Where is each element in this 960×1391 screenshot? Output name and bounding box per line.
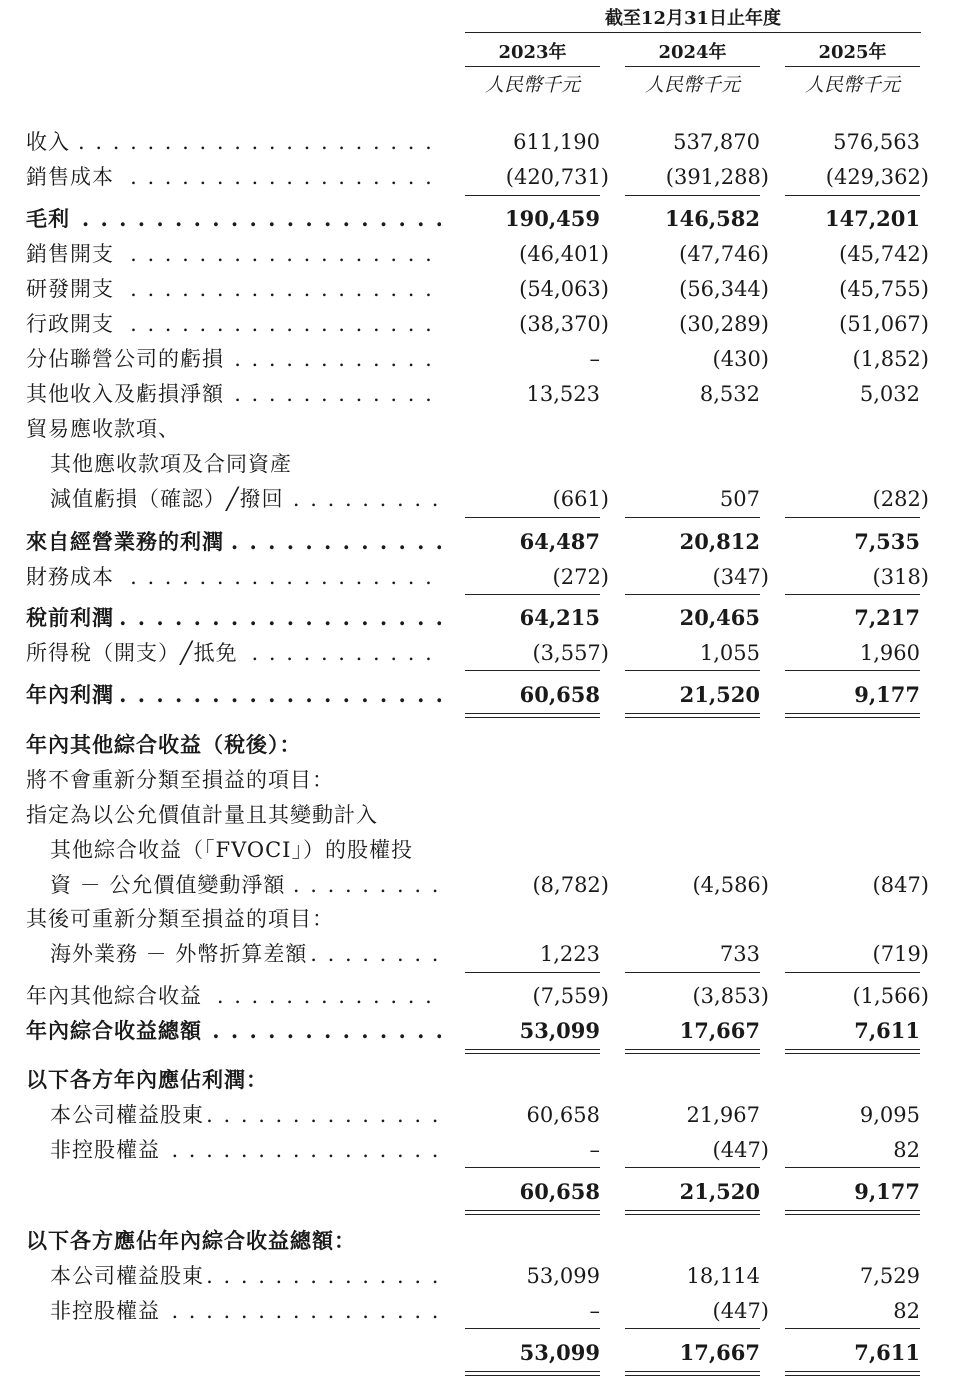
value-2025: 9,177	[854, 682, 920, 707]
statement-row	[0, 128, 960, 156]
statement-row	[0, 450, 960, 478]
value-2023: 611,190	[513, 130, 600, 154]
subtotal-rule	[785, 195, 920, 196]
statement-row	[0, 1017, 960, 1045]
row-label: 指定為以公允價值計量且其變動計入	[26, 801, 456, 829]
value-2023: 60,658	[519, 682, 600, 707]
value-2024: 733	[719, 942, 760, 966]
row-label: 毛利 . . .	[26, 205, 441, 233]
statement-row	[0, 1297, 960, 1325]
row-label: 來自經營業務的利潤 . . .	[26, 528, 441, 556]
value-2023: 53,099	[519, 1340, 600, 1365]
subtotal-rule	[465, 195, 600, 196]
value-2025: 7,611	[854, 1018, 920, 1043]
subtotal-rule	[785, 670, 920, 671]
value-2025: (429,362)	[825, 165, 929, 189]
total-rule	[785, 713, 920, 718]
value-2025: 576,563	[833, 130, 920, 154]
value-2025: (719)	[872, 942, 929, 966]
year-underline	[625, 66, 760, 67]
subtotal-rule	[465, 1167, 600, 1168]
value-2025: (1,852)	[852, 347, 929, 371]
value-2024: (3,853)	[692, 984, 769, 1008]
total-rule	[785, 1210, 920, 1215]
row-label: 稅前利潤 . . .	[26, 604, 441, 632]
subtotal-rule	[625, 517, 760, 518]
statement-row	[0, 275, 960, 303]
value-2023: –	[589, 347, 600, 371]
statement-row	[0, 1178, 960, 1206]
value-2025: 7,611	[854, 1340, 920, 1365]
value-2023: (54,063)	[519, 277, 609, 301]
value-2024: 507	[719, 487, 760, 511]
value-2025: (45,742)	[839, 242, 929, 266]
total-rule	[625, 1371, 760, 1376]
value-2024: 20,465	[679, 605, 760, 630]
value-2023: 64,215	[519, 605, 600, 630]
subtotal-rule	[625, 594, 760, 595]
value-2023: 60,658	[519, 1179, 600, 1204]
value-2024: (30,289)	[679, 312, 769, 336]
row-label: 銷售開支 . . .	[26, 240, 441, 268]
value-2024: 20,812	[679, 529, 760, 554]
row-label: 財務成本 . . .	[26, 563, 441, 591]
subtotal-rule	[625, 1167, 760, 1168]
subtotal-rule	[785, 594, 920, 595]
row-label: 非控股權益 . . .	[50, 1297, 441, 1325]
statement-row	[0, 310, 960, 338]
statement-row	[0, 1136, 960, 1164]
year-2025-heading: 2025年	[818, 42, 887, 63]
value-2024: (447)	[712, 1138, 769, 1162]
statement-row	[0, 801, 960, 829]
row-label: 分佔聯營公司的虧損 . . .	[26, 345, 441, 373]
row-label: 以下各方應佔年內綜合收益總額：	[26, 1227, 456, 1255]
row-label: 資 － 公允價值變動淨額 . . .	[50, 871, 441, 899]
value-2023: (7,559)	[532, 984, 609, 1008]
statement-row	[0, 871, 960, 899]
section-heading	[0, 1066, 960, 1094]
value-2023: 53,099	[526, 1264, 600, 1288]
value-2023: 64,487	[519, 529, 600, 554]
value-2023: 53,099	[519, 1018, 600, 1043]
row-label: 本公司權益股東 . . .	[50, 1101, 441, 1129]
row-label: 銷售成本 . . .	[26, 163, 441, 191]
total-rule	[625, 713, 760, 718]
value-2025: 9,095	[859, 1103, 920, 1127]
value-2024: (391,288)	[665, 165, 769, 189]
subtotal-rule	[465, 1328, 600, 1329]
row-label: 其他綜合收益（「FVOCI」）的股權投	[50, 836, 460, 864]
statement-row	[0, 982, 960, 1010]
subtotal-rule	[625, 670, 760, 671]
section-heading	[0, 731, 960, 759]
subtotal-rule	[625, 195, 760, 196]
value-2025: 7,535	[854, 529, 920, 554]
value-2023: (38,370)	[519, 312, 609, 336]
value-2025: 82	[893, 1138, 920, 1162]
total-rule	[465, 713, 600, 718]
statement-row	[0, 485, 960, 513]
subtotal-rule	[785, 1167, 920, 1168]
row-label: 收入 . . .	[26, 128, 441, 156]
row-label: 年內其他綜合收益 . . .	[26, 982, 441, 1010]
section-heading	[0, 1227, 960, 1255]
value-2023: (3,557)	[532, 641, 609, 665]
subtotal-rule	[465, 517, 600, 518]
subtotal-rule	[625, 1328, 760, 1329]
statement-row	[0, 681, 960, 709]
row-label: 將不會重新分類至損益的項目：	[26, 766, 441, 794]
row-label: 減值虧損（確認）╱撥回 . . .	[50, 485, 441, 513]
statement-row	[0, 639, 960, 667]
value-2025: (282)	[872, 487, 929, 511]
unit-label: 人民幣千元	[484, 74, 580, 96]
total-rule	[625, 1210, 760, 1215]
value-2025: (51,067)	[839, 312, 929, 336]
value-2024: 1,055	[699, 641, 760, 665]
value-2023: (272)	[552, 565, 609, 589]
value-2024: (447)	[712, 1299, 769, 1323]
value-2023: –	[589, 1138, 600, 1162]
value-2024: (430)	[712, 347, 769, 371]
value-2024: 17,667	[679, 1018, 760, 1043]
value-2023: 13,523	[526, 382, 600, 406]
value-2024: 17,667	[679, 1340, 760, 1365]
row-label: 其他收入及虧損淨額 . . .	[26, 380, 441, 408]
value-2025: (1,566)	[852, 984, 929, 1008]
value-2024: 21,520	[679, 682, 760, 707]
value-2023: 190,459	[505, 206, 600, 231]
statement-row	[0, 528, 960, 556]
value-2024: 537,870	[673, 130, 760, 154]
year-underline	[465, 66, 600, 67]
total-rule	[625, 1049, 760, 1054]
statement-row	[0, 604, 960, 632]
row-label: 年內其他綜合收益（稅後）：	[26, 731, 441, 759]
value-2025: 147,201	[825, 206, 920, 231]
total-rule	[785, 1371, 920, 1376]
statement-row	[0, 1101, 960, 1129]
period-underline	[465, 32, 921, 33]
subtotal-rule	[465, 670, 600, 671]
row-label: 其他應收款項及合同資產	[50, 450, 465, 478]
statement-row	[0, 415, 960, 443]
value-2024: (47,746)	[679, 242, 769, 266]
statement-row	[0, 1262, 960, 1290]
statement-row	[0, 163, 960, 191]
statement-row	[0, 345, 960, 373]
value-2023: 60,658	[526, 1103, 600, 1127]
total-rule	[465, 1210, 600, 1215]
subtotal-rule	[465, 972, 600, 973]
row-label: 行政開支 . . .	[26, 310, 441, 338]
value-2025: 7,529	[859, 1264, 920, 1288]
statement-row	[0, 836, 960, 864]
subtotal-rule	[785, 1328, 920, 1329]
value-2024: 146,582	[665, 206, 760, 231]
unit-label: 人民幣千元	[804, 74, 900, 96]
value-2023: 1,223	[539, 942, 600, 966]
statement-row	[0, 563, 960, 591]
year-2023-heading: 2023年	[498, 42, 567, 63]
value-2025: 7,217	[854, 605, 920, 630]
value-2025: 5,032	[859, 382, 920, 406]
value-2023: –	[589, 1299, 600, 1323]
row-label: 研發開支 . . .	[26, 275, 441, 303]
value-2025: 82	[893, 1299, 920, 1323]
statement-row	[0, 240, 960, 268]
row-label: 本公司權益股東 . . .	[50, 1262, 441, 1290]
year-2024-heading: 2024年	[658, 42, 727, 63]
subtotal-rule	[785, 517, 920, 518]
value-2024: (347)	[712, 565, 769, 589]
year-underline	[785, 66, 920, 67]
row-label: 非控股權益 . . .	[50, 1136, 441, 1164]
value-2025: (318)	[872, 565, 929, 589]
value-2024: 18,114	[686, 1264, 760, 1288]
section-heading	[0, 905, 960, 933]
row-label: 海外業務 － 外幣折算差額 . . .	[50, 940, 441, 968]
value-2024: 8,532	[699, 382, 760, 406]
value-2024: 21,520	[679, 1179, 760, 1204]
value-2023: (420,731)	[505, 165, 609, 189]
statement-row	[0, 1339, 960, 1367]
value-2024: 21,967	[686, 1103, 760, 1127]
statement-row	[0, 205, 960, 233]
total-rule	[465, 1371, 600, 1376]
value-2025: 9,177	[854, 1179, 920, 1204]
statement-row	[0, 940, 960, 968]
period-heading: 截至12月31日止年度	[604, 8, 782, 29]
value-2025: (45,755)	[839, 277, 929, 301]
row-label: 以下各方年內應佔利潤：	[26, 1066, 441, 1094]
value-2023: (8,782)	[532, 873, 609, 897]
value-2023: (661)	[552, 487, 609, 511]
value-2024: (4,586)	[692, 873, 769, 897]
section-heading	[0, 766, 960, 794]
subtotal-rule	[465, 594, 600, 595]
subtotal-rule	[625, 972, 760, 973]
row-label: 年內利潤 . . .	[26, 681, 441, 709]
subtotal-rule	[785, 972, 920, 973]
value-2024: (56,344)	[679, 277, 769, 301]
statement-row	[0, 380, 960, 408]
row-label: 貿易應收款項、	[26, 415, 441, 443]
row-label: 其後可重新分類至損益的項目：	[26, 905, 441, 933]
unit-label: 人民幣千元	[644, 74, 740, 96]
row-label: 年內綜合收益總額 . . .	[26, 1017, 441, 1045]
value-2023: (46,401)	[519, 242, 609, 266]
value-2025: 1,960	[859, 641, 920, 665]
value-2025: (847)	[872, 873, 929, 897]
total-rule	[785, 1049, 920, 1054]
row-label: 所得稅（開支）╱抵免 . . .	[26, 639, 441, 667]
total-rule	[465, 1049, 600, 1054]
